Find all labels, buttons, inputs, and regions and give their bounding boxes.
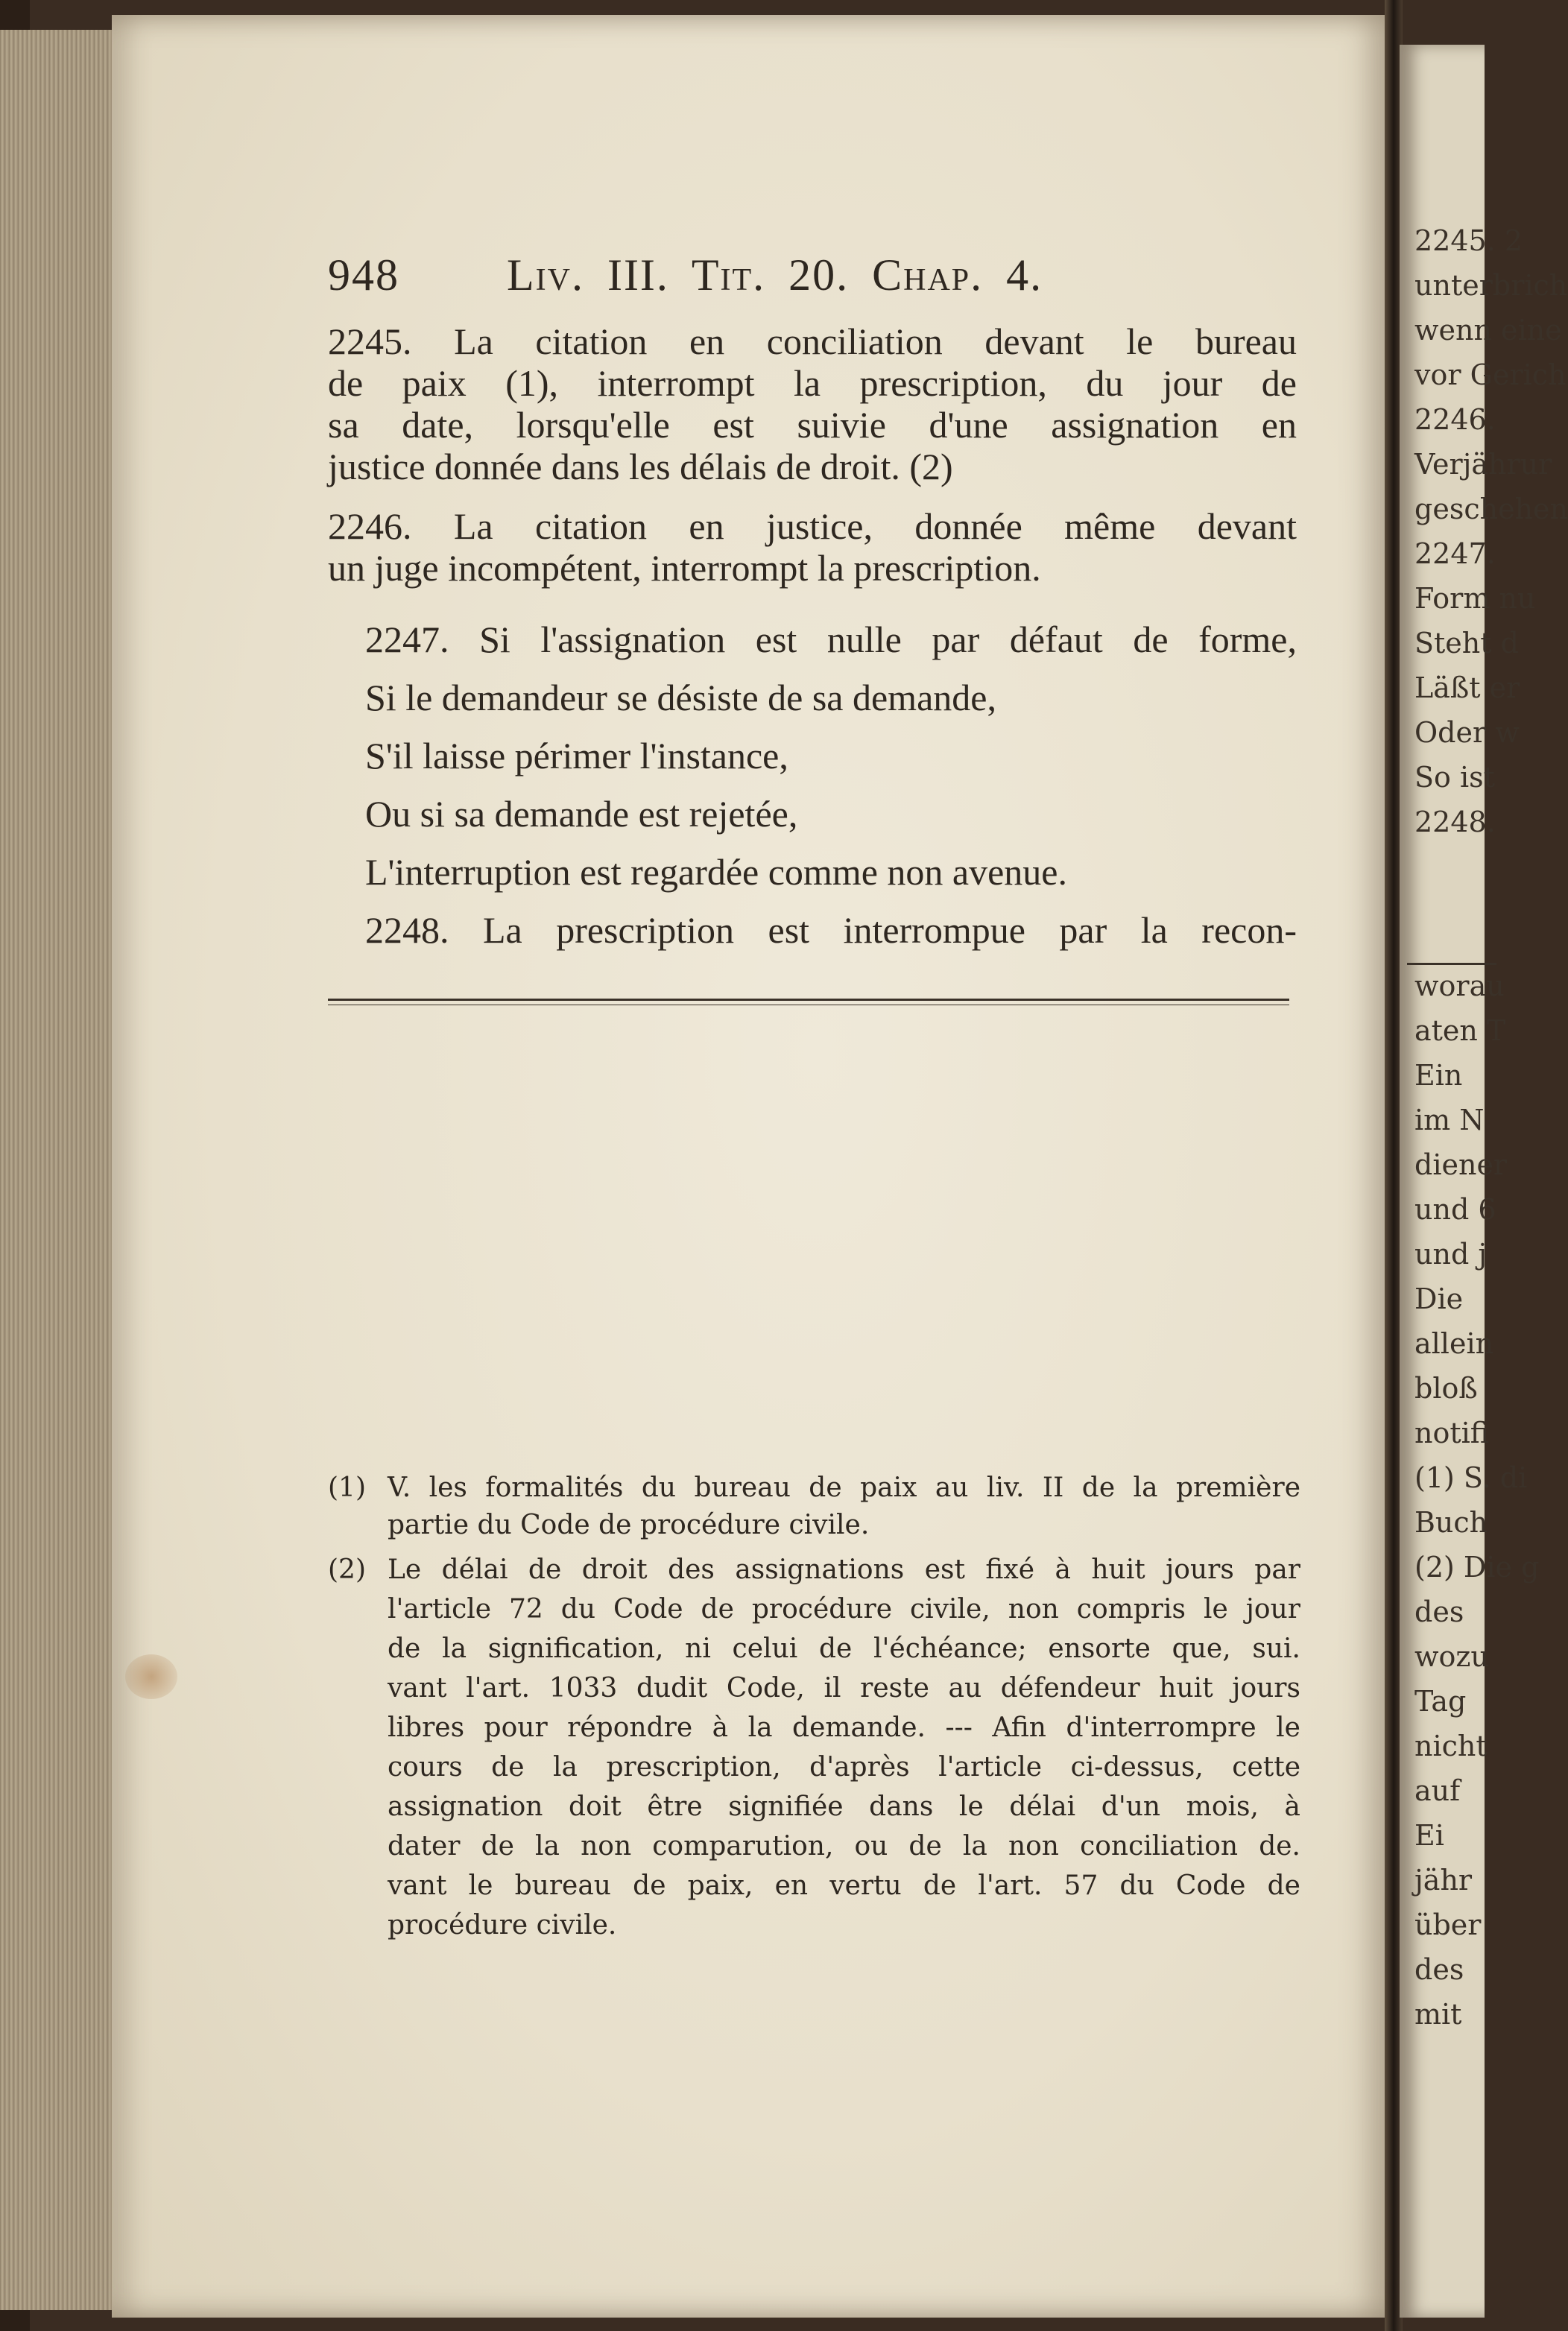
footnote-marker: (1) bbox=[328, 1473, 366, 1503]
footnote-line: vant l'art. 1033 dudit Code, il reste au défendeur huit jours bbox=[388, 1673, 1300, 1704]
adjacent-page-fragment: jähr bbox=[1414, 1864, 1473, 1897]
text-line: Si le demandeur se désiste de sa demande, bbox=[365, 677, 996, 718]
adjacent-page-fragment: des bbox=[1414, 1595, 1464, 1628]
adjacent-page-fragment: allein bbox=[1414, 1327, 1494, 1360]
footnote-rule bbox=[328, 999, 1289, 1005]
text-line: 2245. La citation en conciliation devant le bureau bbox=[328, 320, 1297, 362]
adjacent-page bbox=[1400, 45, 1568, 2318]
adjacent-page-fragment: unterbrich bbox=[1414, 269, 1568, 302]
adjacent-page-fragment: geschehen bbox=[1414, 493, 1568, 525]
adjacent-page-fragment: 2245. 2 bbox=[1414, 224, 1523, 257]
adjacent-page-fragment: So ist bbox=[1414, 761, 1495, 794]
paper-stain bbox=[125, 1654, 177, 1699]
adjacent-page-fragment: und j bbox=[1414, 1238, 1488, 1271]
page-number: 948 bbox=[328, 250, 399, 300]
text-line: 2246. La citation en justice, donnée même devant bbox=[328, 505, 1297, 547]
adjacent-page-fragment: auf bbox=[1414, 1774, 1461, 1807]
footnote-line: dater de la non comparution, ou de la non conciliation de. bbox=[388, 1831, 1300, 1862]
running-title: Liv. III. Tit. 20. Chap. 4. bbox=[507, 250, 1043, 300]
adjacent-page-fragment: über bbox=[1414, 1908, 1482, 1941]
adjacent-page-fragment: notifi bbox=[1414, 1417, 1490, 1449]
text-line: S'il laisse périmer l'instance, bbox=[365, 735, 788, 777]
adjacent-page-fragment: (2) Die g bbox=[1414, 1551, 1540, 1584]
adjacent-page-fragment: 2246. bbox=[1414, 403, 1496, 436]
text-line: Ou si sa demande est rejetée, bbox=[365, 793, 798, 835]
footnote-line: cours de la prescription, d'après l'article ci-dessus, cette bbox=[388, 1752, 1300, 1783]
adjacent-page-fragment: vor Gerich bbox=[1414, 358, 1567, 391]
adjacent-page-fragment: im N bbox=[1414, 1104, 1485, 1136]
text-line: L'interruption est regardée comme non avenue. bbox=[365, 851, 1067, 893]
page-header bbox=[328, 250, 1371, 309]
page-edges bbox=[0, 30, 115, 2310]
adjacent-page-fragment: und 6 bbox=[1414, 1193, 1496, 1226]
adjacent-page-fragment: Ein bbox=[1414, 1059, 1463, 1092]
footnote-line: Le délai de droit des assignations est fixé à huit jours par bbox=[388, 1554, 1300, 1585]
footnote-line: l'article 72 du Code de procédure civile, non compris le jour bbox=[388, 1594, 1300, 1625]
adjacent-page-fragment: diener bbox=[1414, 1148, 1508, 1181]
adjacent-page-fragment: 2247. bbox=[1414, 537, 1496, 570]
footnote-marker: (2) bbox=[328, 1554, 366, 1585]
adjacent-page-fragment: Buch bbox=[1414, 1506, 1488, 1539]
adjacent-page-fragment: Die bbox=[1414, 1282, 1464, 1315]
adjacent-page-fragment: bloß bbox=[1414, 1372, 1478, 1405]
adjacent-page-fragment: aten T bbox=[1414, 1014, 1506, 1047]
adjacent-page-fragment: Oder w bbox=[1414, 716, 1520, 749]
footnote-line: procédure civile. bbox=[388, 1910, 617, 1941]
adjacent-page-fragment: Tag bbox=[1414, 1685, 1467, 1718]
adjacent-page-fragment: wozu bbox=[1414, 1640, 1489, 1673]
footnote-line: partie du Code de procédure civile. bbox=[388, 1510, 870, 1540]
adjacent-page-fragment: Form nu bbox=[1414, 582, 1536, 615]
adjacent-page-fragment: (1) S. di bbox=[1414, 1461, 1528, 1494]
text-line: sa date, lorsqu'elle est suivie d'une assignation en bbox=[328, 404, 1297, 446]
adjacent-page-fragment: Ei bbox=[1414, 1819, 1444, 1852]
text-line: justice donnée dans les délais de droit. (2) bbox=[328, 446, 953, 487]
adjacent-page-fragment: des bbox=[1414, 1953, 1464, 1986]
footnote-line: V. les formalités du bureau de paix au liv. II de la première bbox=[388, 1473, 1300, 1503]
text-line: 2247. Si l'assignation est nulle par défaut de forme, bbox=[365, 619, 1297, 660]
adjacent-page-fragment: Steht d bbox=[1414, 627, 1519, 660]
text-line: de paix (1), interrompt la prescription, du jour de bbox=[328, 362, 1297, 404]
adjacent-page-fragment: mit bbox=[1414, 1998, 1462, 2031]
footnote-line: libres pour répondre à la demande. --- Afin d'interrompre le bbox=[388, 1712, 1300, 1743]
adjacent-page-fragment: worau bbox=[1414, 970, 1505, 1002]
footnote-line: vant le bureau de paix, en vertu de l'art. 57 du Code de bbox=[388, 1870, 1300, 1901]
adjacent-page-fragment: nicht bbox=[1414, 1730, 1488, 1762]
text-line: un juge incompétent, interrompt la prescription. bbox=[328, 547, 1041, 589]
text-line: 2248. La prescription est interrompue par la recon- bbox=[365, 909, 1297, 951]
adjacent-page-rule bbox=[1407, 963, 1496, 965]
adjacent-page-fragment: 2248. bbox=[1414, 806, 1496, 838]
adjacent-page-fragment: Verjährur bbox=[1414, 448, 1552, 481]
adjacent-page-fragment: wenn eine bbox=[1414, 314, 1562, 347]
footnote-line: assignation doit être signifiée dans le délai d'un mois, à bbox=[388, 1791, 1300, 1822]
footnote-line: de la signification, ni celui de l'échéance; ensorte que, sui. bbox=[388, 1633, 1300, 1664]
adjacent-page-fragment: Läßt er bbox=[1414, 671, 1520, 704]
